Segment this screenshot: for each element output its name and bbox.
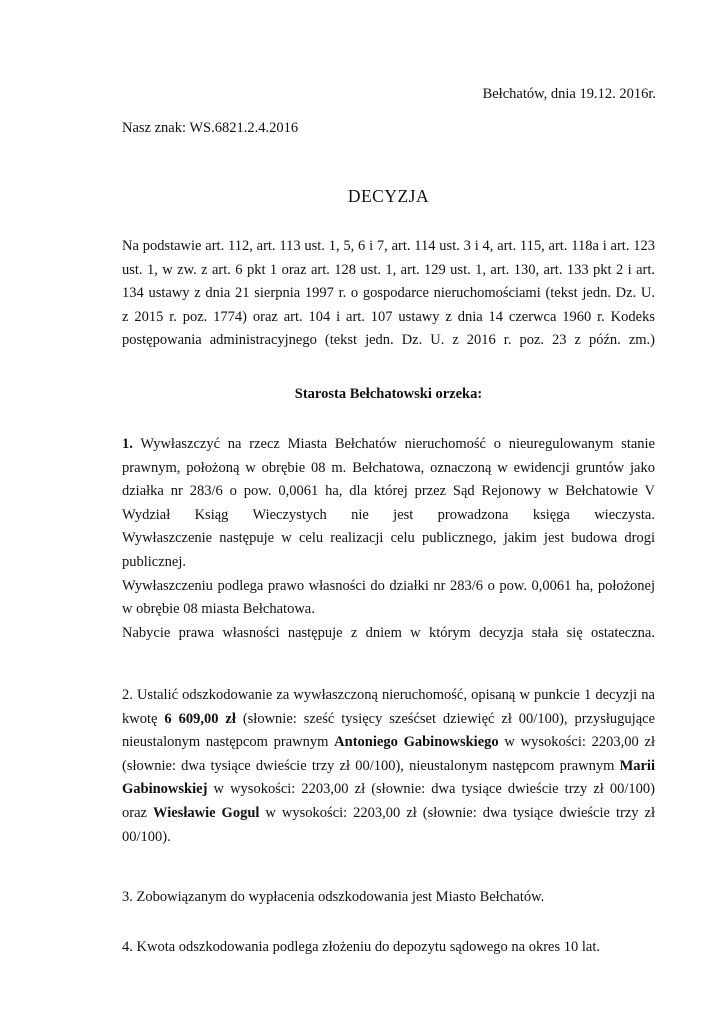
point-1-paragraph bbox=[122, 433, 655, 645]
point-1-text: Wywłaszczyć na rzecz Miasta Bełchatów nieruchomość o nieuregulowanym stanie bbox=[140, 436, 655, 452]
legal-basis-line: z 2015 r. poz. 1774) oraz art. 104 i art. 107 ustawy z dnia 14 czerwca 1960 r. Kodeks bbox=[122, 308, 655, 325]
point-2-text: nieustalonym następcom prawnym bbox=[122, 734, 335, 751]
point-2-line: 00/100). bbox=[122, 828, 171, 845]
point-1-line: prawnym, położoną w obrębie 08 m. Bełchatowa, oznaczoną w ewidencji gruntów jako bbox=[122, 459, 655, 476]
point-4-paragraph: 4. Kwota odszkodowania podlega złożeniu do depozytu sądowego na okres 10 lat. bbox=[122, 939, 600, 955]
legal-basis-line: postępowania administracyjnego (tekst jedn. Dz. U. z 2016 r. poz. 23 z późn. zm.) bbox=[122, 332, 655, 349]
point-1-line bbox=[122, 433, 655, 457]
point-1-line: Wywłaszczeniu podlega prawo własności do działki nr 283/6 o pow. 0,0061 ha, położonej bbox=[122, 577, 655, 594]
point-2-text: (słownie: sześć tysięcy sześćset dziewięć zł 00/100), przysługujące bbox=[235, 710, 656, 727]
point-2-line: 2. Ustalić odszkodowanie za wywłaszczoną nieruchomość, opisaną w punkcie 1 decyzji na bbox=[122, 687, 655, 703]
heir-name-3: Wiesławie Gogul bbox=[152, 804, 260, 821]
point-2-line bbox=[122, 778, 655, 802]
point-1-line: Nabycie prawa własności następuje z dniem w którym decyzja stała się ostateczna. bbox=[122, 624, 655, 641]
point-1-line: w obrębie 08 miasta Bełchatowa. bbox=[122, 601, 315, 618]
point-1-line: działka nr 283/6 o pow. 0,0061 ha, dla której przez Sąd Rejonowy w Bełchatowie V bbox=[122, 483, 655, 500]
point-1-number: 1. bbox=[122, 436, 133, 452]
reference-number: Nasz znak: WS.6821.2.4.2016 bbox=[122, 120, 299, 136]
legal-basis-line: 134 ustawy z dnia 21 sierpnia 1997 r. o gospodarce nieruchomościami (tekst jedn. Dz. U. bbox=[122, 285, 655, 302]
compensation-amount: 6 609,00 zł bbox=[164, 710, 236, 727]
point-2-line bbox=[122, 731, 655, 755]
point-2-line bbox=[122, 755, 655, 779]
point-2-text: (słownie: dwa tysiące dwieście trzy zł 00/100), nieustalonym następcom prawnym bbox=[122, 757, 620, 774]
point-2-text: w wysokości: 2203,00 zł (słownie: dwa tysiące dwieście trzy zł 00/100) bbox=[207, 781, 655, 798]
point-2-line bbox=[122, 708, 655, 732]
heir-name-2-last: Gabinowskiej bbox=[122, 781, 208, 798]
place-and-date: Bełchatów, dnia 19.12. 2016r. bbox=[482, 86, 656, 102]
heir-name-1: Antoniego Gabinowskiego bbox=[334, 734, 499, 751]
point-1-line: publicznej. bbox=[122, 553, 187, 570]
point-2-text: oraz bbox=[122, 804, 153, 821]
point-2-text: kwotę bbox=[122, 710, 165, 727]
point-2-paragraph bbox=[122, 684, 655, 849]
legal-basis-paragraph bbox=[122, 235, 655, 353]
orders-heading: Starosta Bełchatowski orzeka: bbox=[294, 386, 483, 402]
document-title: DECYZJA bbox=[347, 186, 430, 206]
heir-name-2-first: Marii bbox=[619, 757, 655, 774]
legal-basis-line: ust. 1, w zw. z art. 6 pkt 1 oraz art. 128 ust. 1, art. 129 ust. 1, art. 130, art. 133 pkt 2 i art. bbox=[122, 261, 655, 278]
point-2-text: w wysokości: 2203,00 zł (słownie: dwa tysiące dwieście trzy zł bbox=[259, 804, 655, 821]
point-1-line: Wywłaszczenie następuje w celu realizacji celu publicznego, jakim jest budowa drogi bbox=[122, 530, 655, 547]
point-2-line bbox=[122, 802, 655, 826]
point-3-paragraph: 3. Zobowiązanym do wypłacenia odszkodowania jest Miasto Bełchatów. bbox=[122, 889, 545, 905]
point-2-text: w wysokości: 2203,00 zł bbox=[498, 734, 655, 751]
point-1-line: Wydział Ksiąg Wieczystych nie jest prowadzona księga wieczysta. bbox=[122, 506, 655, 523]
legal-basis-line: Na podstawie art. 112, art. 113 ust. 1, 5, 6 i 7, art. 114 ust. 3 i 4, art. 115, art. 118a i art. 123 bbox=[122, 238, 655, 254]
